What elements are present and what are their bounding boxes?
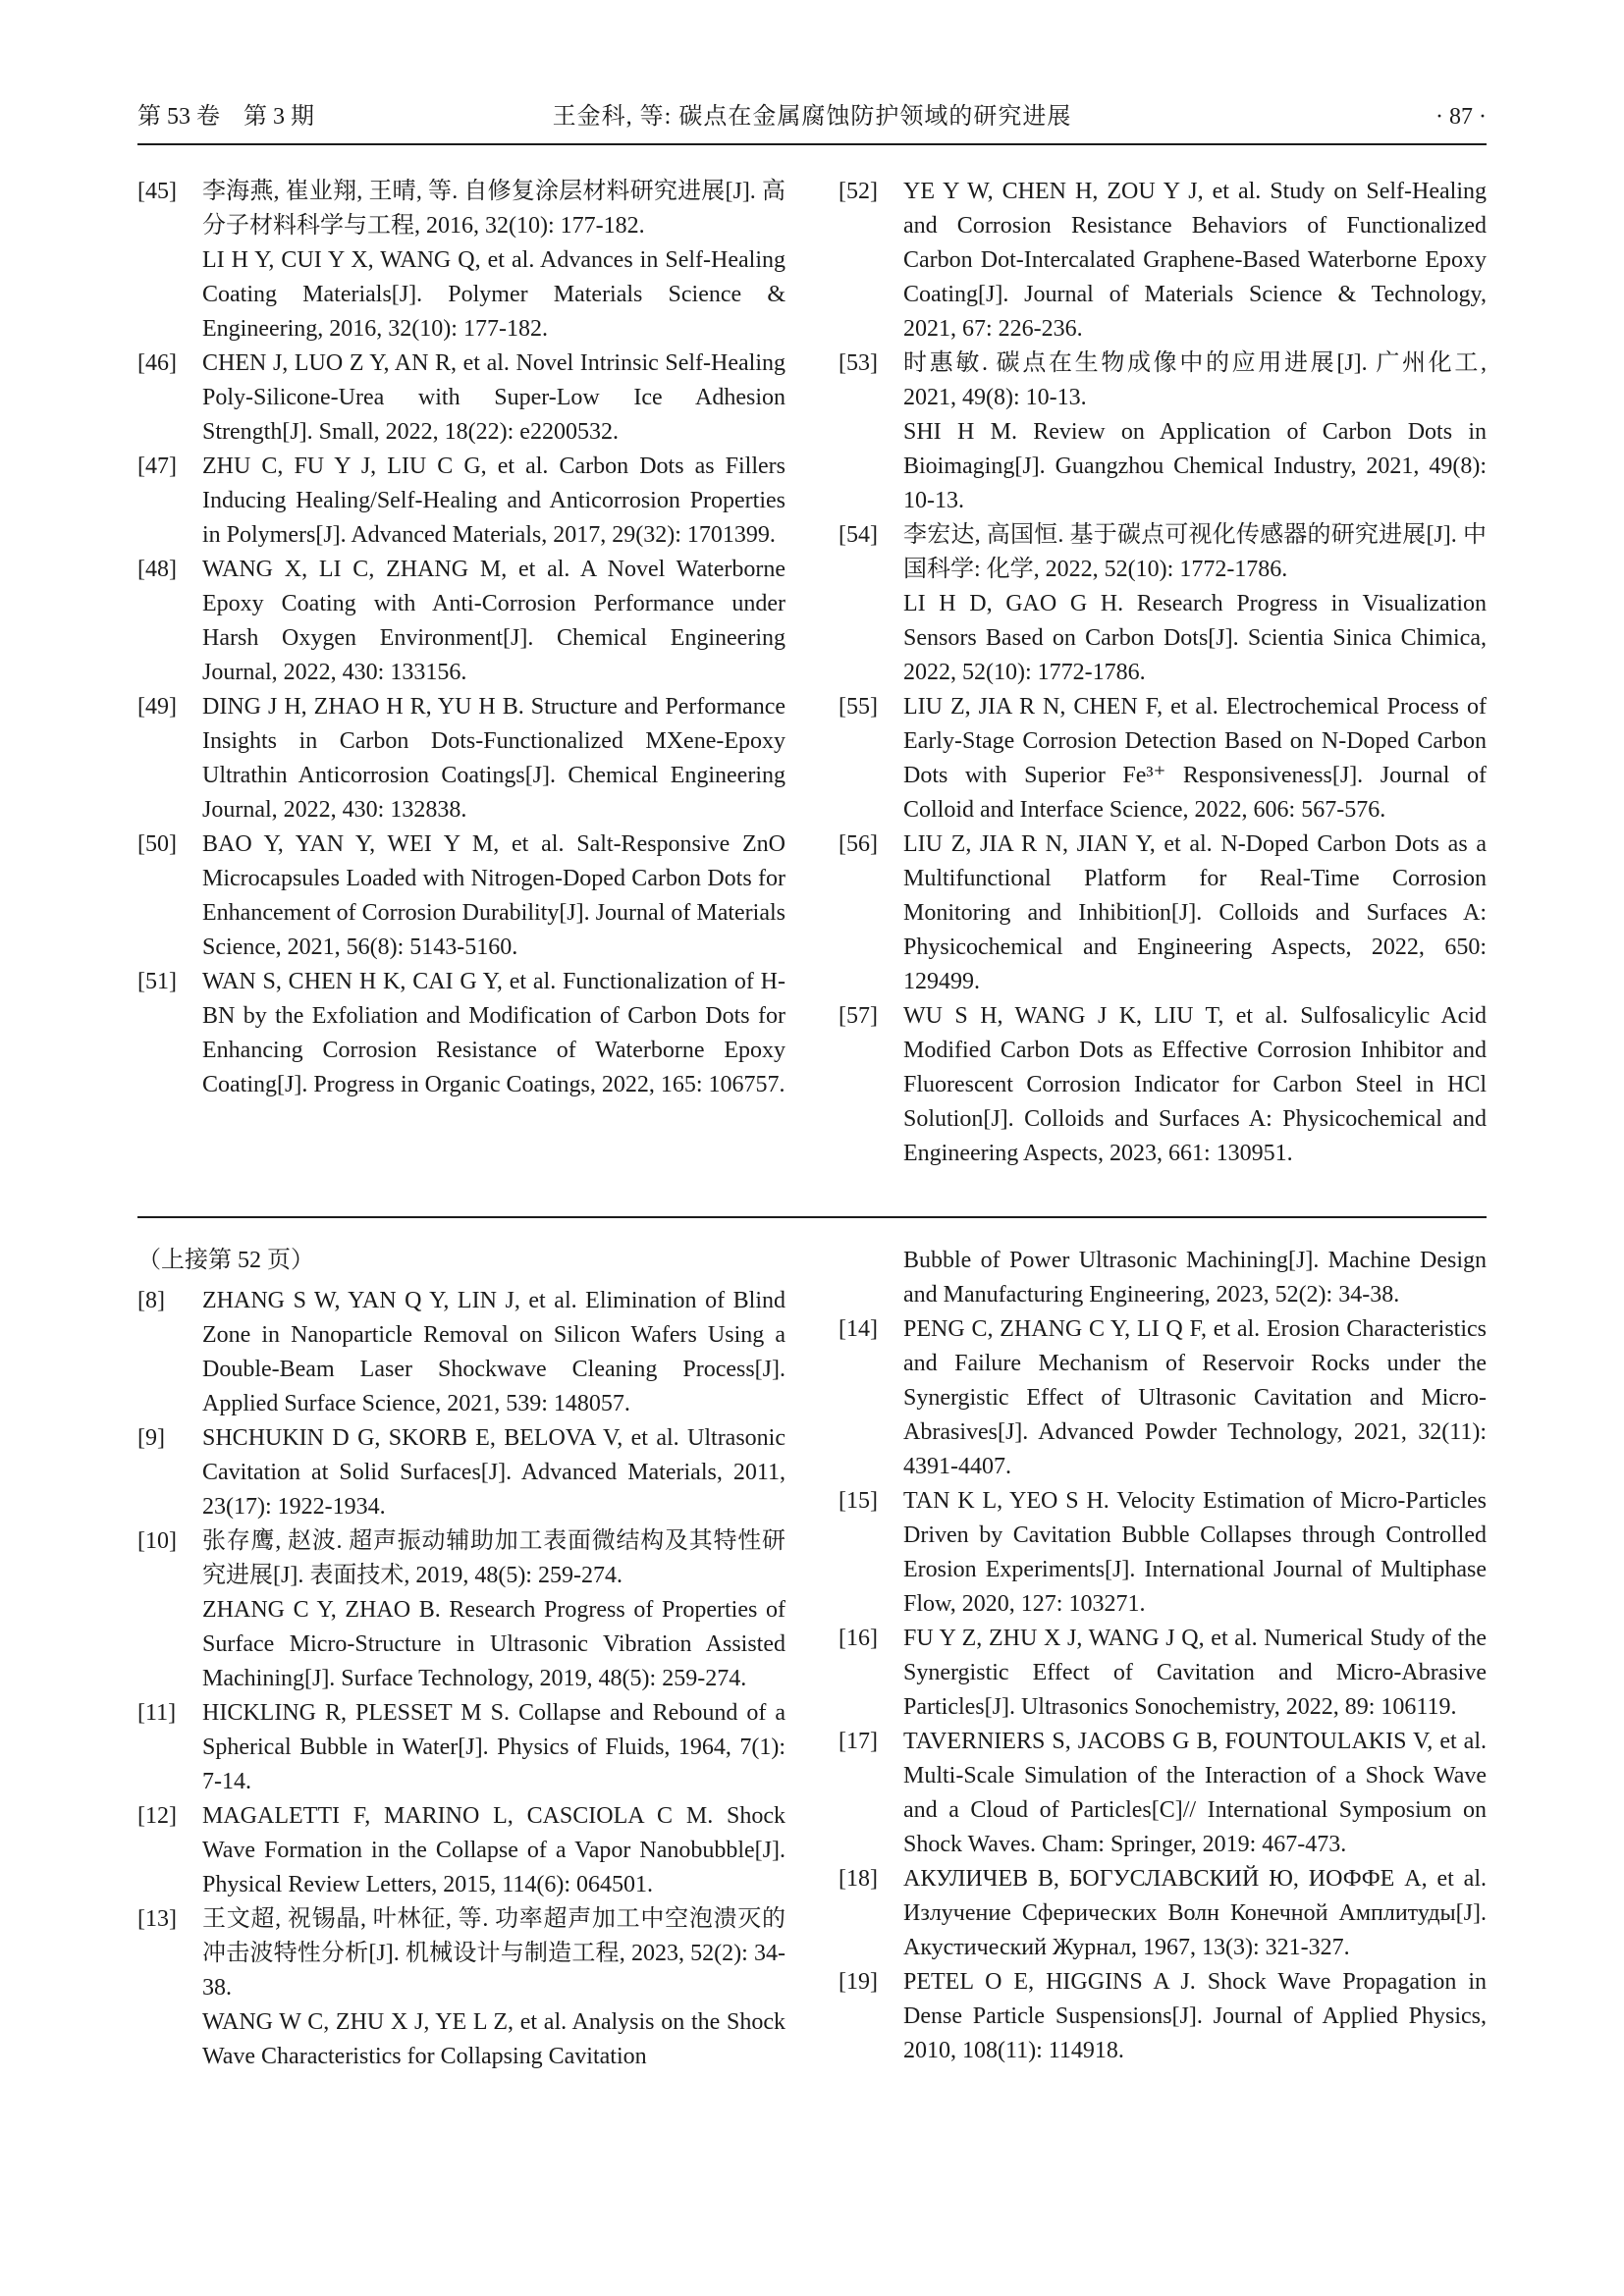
reference-text: WANG X, LI C, ZHANG M, et al. A Novel Waterborne Epoxy Coating with Anti-Corrosion Performance under Harsh Oxygen Environment[J]. Chemical Engineering Journal, 2022, 430: 133156. (202, 557, 785, 685)
reference-number: [46] (137, 350, 177, 376)
reference-item (137, 347, 785, 450)
reference-text: ZHU C, FU Y J, LIU C G, et al. Carbon Dots as Fillers Inducing Healing/Self-Healing and Anticorrosion Properties in Polymers[J]. Advanced Materials, 2017, 29(32): 1701399. (202, 454, 785, 548)
reference-item (839, 347, 1487, 518)
reference-number: [11] (137, 1700, 177, 1726)
reference-item (137, 450, 785, 553)
reference-item (839, 518, 1487, 690)
reference-text: FU Y Z, ZHU X J, WANG J Q, et al. Numerical Study of the Synergistic Effect of Cavitation and Micro-Abrasive Particles[J]. Ultrasonics Sonochemistry, 2022, 89: 106119. (903, 1626, 1487, 1720)
reference-number: [8] (137, 1288, 165, 1313)
reference-item (839, 690, 1487, 828)
reference-body (202, 1524, 785, 1696)
reference-text: LIU Z, JIA R N, JIAN Y, et al. N-Doped Carbon Dots as a Multifunctional Platform for Real-Time Corrosion Monitoring and Inhibition[J]. Colloids and Surfaces A: Physicochemical and Engineering Aspects, 2022, 650: 129499. (903, 831, 1487, 994)
references-column-bottom-right (839, 1244, 1487, 2074)
reference-item (137, 1421, 785, 1524)
reference-text: ZHANG C Y, ZHAO B. Research Progress of Properties of Surface Micro-Structure in Ultrasonic Vibration Assisted Machining[J]. Surface Technology, 2019, 48(5): 259-274. (202, 1597, 785, 1691)
reference-body (202, 1902, 785, 2074)
references-section-top (137, 175, 1487, 1171)
references-column-top-right (839, 175, 1487, 1171)
reference-item (839, 1862, 1487, 1965)
reference-body (903, 175, 1487, 347)
reference-item (839, 828, 1487, 999)
reference-number: [49] (137, 694, 177, 720)
reference-item (839, 175, 1487, 347)
reference-item (137, 1696, 785, 1799)
reference-text: BAO Y, YAN Y, WEI Y M, et al. Salt-Responsive ZnO Microcapsules Loaded with Nitrogen-Doped Carbon Dots for Enhancement of Corrosion Durability[J]. Journal of Materials Science, 2021, 56(8): 5143-5160. (202, 831, 785, 960)
reference-number: [17] (839, 1729, 878, 1754)
section-divider (137, 1216, 1487, 1218)
reference-body (903, 1965, 1487, 2068)
reference-body (903, 1244, 1487, 1312)
reference-text: SHI H M. Review on Application of Carbon Dots in Bioimaging[J]. Guangzhou Chemical Industry, 2021, 49(8): 10-13. (903, 419, 1487, 513)
reference-item (839, 1965, 1487, 2068)
header-running-title: 王金科, 等: 碳点在金属腐蚀防护领域的研究进展 (552, 104, 1072, 130)
reference-body (202, 175, 785, 347)
references-list-bottom-left (137, 1284, 785, 2074)
reference-item (137, 1902, 785, 2074)
reference-item (137, 175, 785, 347)
reference-number: [9] (137, 1425, 165, 1451)
reference-body (903, 999, 1487, 1171)
reference-text: Bubble of Power Ultrasonic Machining[J]. Machine Design and Manufacturing Engineering, 2023, 52(2): 34-38. (903, 1248, 1487, 1308)
reference-item (137, 1524, 785, 1696)
reference-number: [56] (839, 831, 878, 857)
reference-item (137, 690, 785, 828)
reference-body (202, 828, 785, 965)
reference-number: [54] (839, 522, 878, 548)
reference-item (137, 1799, 785, 1902)
reference-text: 王文超, 祝锡晶, 叶林征, 等. 功率超声加工中空泡溃灭的冲击波特性分析[J]. 机械设计与制造工程, 2023, 52(2): 34-38. (202, 1906, 785, 2001)
reference-item (137, 828, 785, 965)
reference-text: WANG W C, ZHU X J, YE L Z, et al. Analysis on the Shock Wave Characteristics for Collapsing Cavitation (202, 2009, 785, 2069)
reference-item (137, 1284, 785, 1421)
reference-number: [53] (839, 350, 878, 376)
reference-number: [18] (839, 1866, 878, 1892)
reference-text: LIU Z, JIA R N, CHEN F, et al. Electrochemical Process of Early-Stage Corrosion Detection Based on N-Doped Carbon Dots with Superior Fe³⁺ Responsiveness[J]. Journal of Colloid and Interface Science, 2022, 606: 567-576. (903, 694, 1487, 823)
reference-number: [57] (839, 1003, 878, 1029)
reference-body (202, 1421, 785, 1524)
reference-number: [19] (839, 1969, 878, 1995)
reference-item (839, 1312, 1487, 1484)
reference-number: [47] (137, 454, 177, 479)
reference-text: PETEL O E, HIGGINS A J. Shock Wave Propagation in Dense Particle Suspensions[J]. Journal of Applied Physics, 2010, 108(11): 114918. (903, 1969, 1487, 2063)
reference-body (903, 1622, 1487, 1725)
reference-text: TAVERNIERS S, JACOBS G B, FOUNTOULAKIS V, et al. Multi-Scale Simulation of the Interaction of a Shock Wave and a Cloud of Particles[C]// International Symposium on Shock Waves. Cham: Springer, 2019: 467-473. (903, 1729, 1487, 1857)
reference-text: CHEN J, LUO Z Y, AN R, et al. Novel Intrinsic Self-Healing Poly-Silicone-Urea with Super-Low Ice Adhesion Strength[J]. Small, 2022, 18(22): e2200532. (202, 350, 785, 445)
reference-body (903, 347, 1487, 518)
reference-number: [52] (839, 179, 878, 204)
reference-number: [51] (137, 969, 177, 994)
reference-text: LI H Y, CUI Y X, WANG Q, et al. Advances in Self-Healing Coating Materials[J]. Polymer Materials Science & Engineering, 2016, 32(10): 177-182. (202, 247, 785, 342)
reference-body (903, 1725, 1487, 1862)
reference-body (202, 553, 785, 690)
reference-text: 李海燕, 崔业翔, 王晴, 等. 自修复涂层材料研究进展[J]. 高分子材料科学与工程, 2016, 32(10): 177-182. (202, 179, 785, 239)
references-section-bottom (137, 1244, 1487, 2074)
reference-number: [45] (137, 179, 177, 204)
reference-item (839, 1725, 1487, 1862)
reference-text: 时惠敏. 碳点在生物成像中的应用进展[J]. 广州化工, 2021, 49(8): 10-13. (903, 350, 1487, 410)
reference-text: ZHANG S W, YAN Q Y, LIN J, et al. Elimination of Blind Zone in Nanoparticle Removal on Silicon Wafers Using a Double-Beam Laser Shockwave Cleaning Process[J]. Applied Surface Science, 2021, 539: 148057. (202, 1288, 785, 1416)
reference-body (202, 690, 785, 828)
reference-text: SHCHUKIN D G, SKORB E, BELOVA V, et al. Ultrasonic Cavitation at Solid Surfaces[J]. Advanced Materials, 2011, 23(17): 1922-1934. (202, 1425, 785, 1520)
header-page-number: · 87 · (1435, 104, 1487, 130)
reference-body (903, 518, 1487, 690)
reference-text: 李宏达, 高国恒. 基于碳点可视化传感器的研究进展[J]. 中国科学: 化学, 2022, 52(10): 1772-1786. (903, 522, 1487, 582)
reference-number: [55] (839, 694, 878, 720)
reference-body (903, 1312, 1487, 1484)
reference-text: HICKLING R, PLESSET M S. Collapse and Rebound of a Spherical Bubble in Water[J]. Physics of Fluids, 1964, 7(1): 7-14. (202, 1700, 785, 1794)
reference-text: YE Y W, CHEN H, ZOU Y J, et al. Study on Self-Healing and Corrosion Resistance Behaviors of Functionalized Carbon Dot-Intercalated Graphene-Based Waterborne Epoxy Coating[J]. Journal of Materials Science & Technology, 2021, 67: 226-236. (903, 179, 1487, 342)
reference-text: TAN K L, YEO S H. Velocity Estimation of Micro-Particles Driven by Cavitation Bubble Collapses through Controlled Erosion Experiments[J]. International Journal of Multiphase Flow, 2020, 127: 103271. (903, 1488, 1487, 1617)
reference-number: [48] (137, 557, 177, 582)
reference-body (903, 690, 1487, 828)
references-column-top-left (137, 175, 785, 1171)
reference-text: 张存鹰, 赵波. 超声振动辅助加工表面微结构及其特性研究进展[J]. 表面技术, 2019, 48(5): 259-274. (202, 1528, 785, 1588)
reference-item (839, 1244, 1487, 1312)
reference-text: DING J H, ZHAO H R, YU H B. Structure and Performance Insights in Carbon Dots-Functionalized MXene-Epoxy Ultrathin Anticorrosion Coatings[J]. Chemical Engineering Journal, 2022, 430: 132838. (202, 694, 785, 823)
references-column-bottom-left (137, 1244, 785, 2074)
reference-number: [12] (137, 1803, 177, 1829)
continued-from-note: （上接第 52 页） (137, 1248, 314, 1273)
header-issue: 第 53 卷 第 3 期 (137, 104, 314, 130)
reference-number: [50] (137, 831, 177, 857)
reference-body (202, 1696, 785, 1799)
reference-number: [15] (839, 1488, 878, 1514)
reference-text: MAGALETTI F, MARINO L, CASCIOLA C M. Shock Wave Formation in the Collapse of a Vapor Nanobubble[J]. Physical Review Letters, 2015, 114(6): 064501. (202, 1803, 785, 1897)
reference-body (202, 965, 785, 1102)
reference-item (137, 965, 785, 1102)
reference-text: АКУЛИЧЕВ В, БОГУСЛАВСКИЙ Ю, ИОФФЕ А, et al. Излучение Сферических Волн Конечной Амплитуды[J]. Акустический Журнал, 1967, 13(3): 321-327. (903, 1866, 1487, 1960)
reference-body (202, 450, 785, 553)
reference-text: LI H D, GAO G H. Research Progress in Visualization Sensors Based on Carbon Dots[J]. Scientia Sinica Chimica, 2022, 52(10): 1772-1786. (903, 591, 1487, 685)
reference-item (137, 553, 785, 690)
reference-text: WAN S, CHEN H K, CAI G Y, et al. Functionalization of H-BN by the Exfoliation and Modification of Carbon Dots for Enhancing Corrosion Resistance of Waterborne Epoxy Coating[J]. Progress in Organic Coatings, 2022, 165: 106757. (202, 969, 785, 1097)
page-header (137, 102, 1487, 145)
reference-item (839, 1484, 1487, 1622)
reference-number: [13] (137, 1906, 177, 1932)
reference-item (839, 1622, 1487, 1725)
reference-body (903, 1484, 1487, 1622)
reference-number (839, 1244, 903, 1312)
reference-text: PENG C, ZHANG C Y, LI Q F, et al. Erosion Characteristics and Failure Mechanism of Reservoir Rocks under the Synergistic Effect of Ultrasonic Cavitation and Micro-Abrasives[J]. Advanced Powder Technology, 2021, 32(11): 4391-4407. (903, 1316, 1487, 1479)
reference-body (202, 347, 785, 450)
reference-body (202, 1284, 785, 1421)
reference-item (839, 999, 1487, 1171)
reference-body (202, 1799, 785, 1902)
reference-body (903, 828, 1487, 999)
reference-body (903, 1862, 1487, 1965)
reference-number: [16] (839, 1626, 878, 1651)
reference-number: [14] (839, 1316, 878, 1342)
reference-number: [10] (137, 1528, 177, 1554)
reference-text: WU S H, WANG J K, LIU T, et al. Sulfosalicylic Acid Modified Carbon Dots as Effective Corrosion Inhibitor and Fluorescent Corrosion Indicator for Carbon Steel in HCl Solution[J]. Colloids and Surfaces A: Physicochemical and Engineering Aspects, 2023, 661: 130951. (903, 1003, 1487, 1166)
